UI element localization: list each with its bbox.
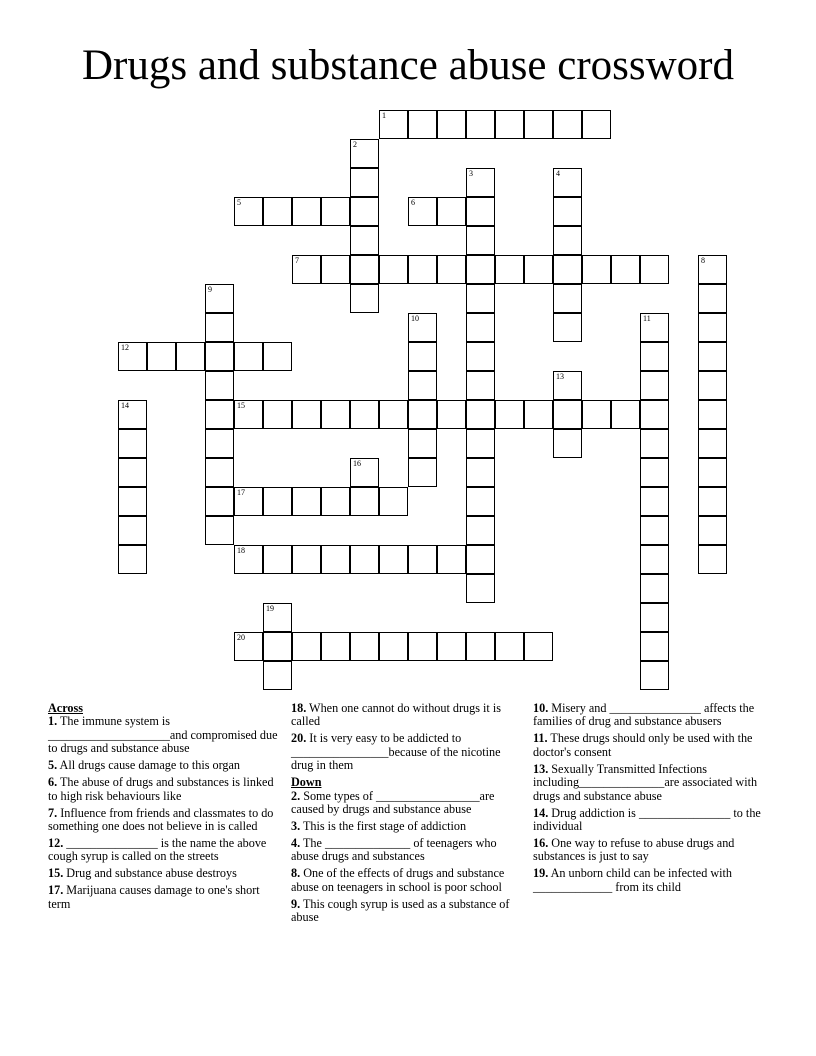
clue-number: 18. — [291, 701, 307, 715]
grid-cell[interactable] — [466, 226, 495, 255]
grid-cell[interactable] — [234, 342, 263, 371]
grid-cell[interactable] — [350, 226, 379, 255]
grid-cell[interactable] — [350, 168, 379, 197]
grid-cell[interactable] — [176, 342, 205, 371]
cell-number: 1 — [382, 111, 386, 120]
grid-cell[interactable] — [466, 313, 495, 342]
grid-cell[interactable] — [350, 400, 379, 429]
grid-cell[interactable] — [640, 545, 669, 574]
grid-cell[interactable] — [350, 255, 379, 284]
grid-cell[interactable] — [698, 516, 727, 545]
grid-cell[interactable] — [553, 168, 582, 197]
grid-cell[interactable] — [321, 545, 350, 574]
grid-cell[interactable] — [698, 284, 727, 313]
grid-cell[interactable] — [640, 400, 669, 429]
clue-text: All drugs cause damage to this organ — [57, 758, 241, 773]
grid-cell[interactable] — [437, 197, 466, 226]
clue-number: 4. — [291, 836, 301, 851]
grid-cell[interactable] — [379, 255, 408, 284]
grid-cell[interactable] — [350, 545, 379, 574]
grid-cell[interactable] — [350, 197, 379, 226]
clue-text: One of the effects of drugs and substance abuse on teenagers in school is poor school — [291, 866, 508, 894]
grid-cell[interactable] — [321, 400, 350, 429]
grid-cell[interactable] — [640, 458, 669, 487]
grid-cell[interactable] — [118, 516, 147, 545]
clue-text: Influence from friends and classmates to do something one does not believe in is called — [48, 805, 277, 834]
clue-text: Sexually Transmitted Infections including______________are associated with drugs and substance abuse — [533, 761, 761, 803]
clue-list-down-2 — [533, 702, 767, 894]
grid-cell[interactable] — [321, 197, 350, 226]
clue-text: The ______________ of teenagers who abuse drugs and substances — [291, 836, 500, 864]
grid-cell[interactable] — [495, 110, 524, 139]
clue-text: These drugs should only be used with the doctor's consent — [533, 731, 756, 759]
grid-cell[interactable] — [466, 429, 495, 458]
clue-item — [291, 837, 525, 864]
grid-cell[interactable] — [582, 255, 611, 284]
grid-cell[interactable] — [466, 400, 495, 429]
grid-cell[interactable] — [640, 603, 669, 632]
grid-cell[interactable] — [466, 632, 495, 661]
clue-item — [533, 702, 767, 729]
grid-cell[interactable] — [234, 197, 263, 226]
clue-number: 16. — [533, 836, 549, 851]
grid-cell[interactable] — [408, 197, 437, 226]
clue-item — [48, 807, 282, 834]
cell-number: 13 — [556, 372, 564, 381]
cell-number: 2 — [353, 140, 357, 149]
grid-cell[interactable] — [292, 487, 321, 516]
grid-cell[interactable] — [698, 545, 727, 574]
grid-cell[interactable] — [147, 342, 176, 371]
grid-cell[interactable] — [379, 487, 408, 516]
grid-cell[interactable] — [640, 342, 669, 371]
clue-text: This cough syrup is used as a substance of abuse — [291, 896, 513, 925]
clue-text: _______________ is the name the above cough syrup is called on the streets — [48, 836, 270, 864]
grid-cell[interactable] — [466, 545, 495, 574]
grid-cell[interactable] — [118, 487, 147, 516]
cell-number: 20 — [237, 633, 245, 642]
grid-cell[interactable] — [408, 429, 437, 458]
cell-number: 3 — [469, 169, 473, 178]
grid-cell[interactable] — [640, 371, 669, 400]
clue-text: This is the first stage of addiction — [300, 819, 467, 834]
across-heading: Across — [48, 701, 83, 715]
grid-cell[interactable] — [640, 574, 669, 603]
grid-cell[interactable] — [350, 632, 379, 661]
grid-cell[interactable] — [553, 429, 582, 458]
grid-cell[interactable] — [408, 632, 437, 661]
down-heading: Down — [291, 775, 322, 790]
clue-list-down-1 — [291, 790, 525, 925]
grid-cell[interactable] — [553, 371, 582, 400]
clue-text: Drug and substance abuse destroys — [63, 866, 237, 881]
cell-number: 14 — [121, 401, 129, 410]
grid-cell[interactable] — [292, 632, 321, 661]
grid-cell[interactable] — [205, 400, 234, 429]
clue-number: 20. — [291, 731, 307, 746]
grid-cell[interactable] — [263, 545, 292, 574]
grid-cell[interactable] — [379, 545, 408, 574]
grid-cell[interactable] — [205, 371, 234, 400]
cell-number: 19 — [266, 604, 274, 613]
clue-text: Drug addiction is _______________ to the individual — [533, 805, 764, 834]
grid-cell[interactable] — [466, 458, 495, 487]
clue-item — [533, 732, 767, 759]
cell-number: 8 — [701, 256, 705, 265]
clue-item — [533, 807, 767, 834]
grid-cell[interactable] — [263, 400, 292, 429]
cell-number: 18 — [237, 546, 245, 555]
grid-cell[interactable] — [321, 255, 350, 284]
grid-cell[interactable] — [292, 400, 321, 429]
grid-cell[interactable] — [698, 313, 727, 342]
clue-number: 6. — [48, 775, 58, 790]
grid-cell[interactable] — [524, 255, 553, 284]
grid-cell[interactable] — [350, 139, 379, 168]
grid-cell[interactable] — [205, 487, 234, 516]
grid-cell[interactable] — [205, 458, 234, 487]
grid-cell[interactable] — [524, 110, 553, 139]
grid-cell[interactable] — [408, 371, 437, 400]
clue-text: Misery and _______________ affects the families of drug and substance abusers — [533, 701, 758, 729]
grid-cell[interactable] — [379, 400, 408, 429]
grid-cell[interactable] — [495, 400, 524, 429]
clue-text: It is very easy to be addicted to ________________because of the nicotine drug in them — [291, 731, 504, 773]
grid-cell[interactable] — [553, 284, 582, 313]
clues-column-1 — [48, 702, 282, 915]
grid-cell[interactable] — [263, 661, 292, 690]
cell-number: 17 — [237, 488, 245, 497]
grid-cell[interactable] — [321, 632, 350, 661]
cell-number: 7 — [295, 256, 299, 265]
page-title: Drugs and substance abuse crossword — [81, 42, 734, 89]
grid-cell[interactable] — [611, 400, 640, 429]
grid-cell[interactable] — [205, 516, 234, 545]
clue-number: 12. — [48, 836, 64, 851]
grid-cell[interactable] — [495, 632, 524, 661]
grid-cell[interactable] — [698, 400, 727, 429]
grid-cell[interactable] — [118, 429, 147, 458]
clue-number: 15. — [48, 866, 64, 881]
cell-number: 12 — [121, 343, 129, 352]
grid-cell[interactable] — [205, 313, 234, 342]
grid-cell[interactable] — [698, 371, 727, 400]
grid-cell[interactable] — [582, 400, 611, 429]
grid-cell[interactable] — [292, 255, 321, 284]
grid-cell[interactable] — [553, 313, 582, 342]
grid-cell[interactable] — [437, 632, 466, 661]
clue-number: 5. — [48, 758, 58, 773]
grid-cell[interactable] — [234, 545, 263, 574]
clue-item — [533, 837, 767, 864]
grid-cell[interactable] — [379, 632, 408, 661]
grid-cell[interactable] — [234, 487, 263, 516]
clues-column-3 — [533, 702, 767, 898]
clue-text: Marijuana causes damage to one's short term — [48, 883, 263, 911]
grid-cell[interactable] — [524, 632, 553, 661]
grid-cell[interactable] — [234, 400, 263, 429]
grid-cell[interactable] — [350, 284, 379, 313]
grid-cell[interactable] — [408, 400, 437, 429]
grid-cell[interactable] — [437, 400, 466, 429]
grid-cell[interactable] — [350, 458, 379, 487]
grid-cell[interactable] — [118, 400, 147, 429]
grid-cell[interactable] — [408, 255, 437, 284]
grid-cell[interactable] — [611, 255, 640, 284]
grid-cell[interactable] — [466, 574, 495, 603]
cell-number: 4 — [556, 169, 560, 178]
grid-cell[interactable] — [466, 487, 495, 516]
clue-text: An unborn child can be infected with _____________ from its child — [533, 866, 736, 894]
clue-number: 3. — [291, 819, 301, 834]
grid-cell[interactable] — [350, 487, 379, 516]
grid-cell[interactable] — [118, 342, 147, 371]
clue-number: 14. — [533, 805, 549, 820]
grid-cell[interactable] — [263, 487, 292, 516]
grid-cell[interactable] — [408, 545, 437, 574]
clue-list-across-2 — [291, 702, 525, 773]
clue-item — [533, 867, 767, 894]
grid-cell[interactable] — [408, 342, 437, 371]
grid-cell[interactable] — [698, 429, 727, 458]
grid-cell[interactable] — [292, 197, 321, 226]
grid-cell[interactable] — [582, 110, 611, 139]
clue-text: One way to refuse to abuse drugs and substances is just to say — [533, 836, 738, 864]
cell-number: 10 — [411, 314, 419, 323]
grid-cell[interactable] — [408, 458, 437, 487]
grid-cell[interactable] — [263, 632, 292, 661]
grid-cell[interactable] — [234, 632, 263, 661]
grid-cell[interactable] — [640, 255, 669, 284]
grid-cell[interactable] — [118, 458, 147, 487]
grid-cell[interactable] — [118, 545, 147, 574]
grid-cell[interactable] — [640, 487, 669, 516]
cell-number: 11 — [643, 314, 651, 323]
grid-cell[interactable] — [495, 255, 524, 284]
grid-cell[interactable] — [698, 342, 727, 371]
grid-cell[interactable] — [263, 197, 292, 226]
clue-number: 13. — [533, 761, 549, 776]
clue-list-across-1 — [48, 715, 282, 911]
clue-item — [291, 867, 525, 894]
grid-cell[interactable] — [640, 661, 669, 690]
grid-cell[interactable] — [205, 284, 234, 313]
clue-item — [291, 820, 525, 833]
clue-number: 11. — [533, 731, 548, 746]
grid-cell[interactable] — [640, 516, 669, 545]
grid-cell[interactable] — [263, 342, 292, 371]
clue-number: 8. — [291, 866, 301, 881]
clue-text: Some types of _________________are caused by drugs and substance abuse — [291, 788, 498, 817]
grid-cell[interactable] — [437, 255, 466, 284]
cell-number: 6 — [411, 198, 415, 207]
clue-item — [291, 732, 525, 772]
grid-cell[interactable] — [321, 487, 350, 516]
clue-item — [48, 884, 282, 911]
clue-number: 19. — [533, 866, 549, 881]
clue-number: 9. — [291, 896, 301, 911]
grid-cell[interactable] — [698, 487, 727, 516]
grid-cell[interactable] — [640, 429, 669, 458]
grid-cell[interactable] — [437, 110, 466, 139]
grid-cell[interactable] — [263, 603, 292, 632]
grid-cell[interactable] — [466, 197, 495, 226]
clue-text: The immune system is ____________________and compromised due to drugs and substance abuse — [48, 714, 281, 756]
grid-cell[interactable] — [553, 400, 582, 429]
grid-cell[interactable] — [466, 371, 495, 400]
clue-number: 7. — [48, 805, 58, 820]
clue-item — [48, 837, 282, 864]
grid-cell[interactable] — [408, 313, 437, 342]
grid-cell[interactable] — [466, 168, 495, 197]
clue-item — [291, 898, 525, 925]
grid-cell[interactable] — [524, 400, 553, 429]
grid-cell[interactable] — [466, 255, 495, 284]
grid-cell[interactable] — [379, 110, 408, 139]
grid-cell[interactable] — [698, 458, 727, 487]
clue-item — [48, 776, 282, 803]
clue-number: 2. — [291, 788, 301, 803]
grid-cell[interactable] — [553, 110, 582, 139]
cell-number: 9 — [208, 285, 212, 294]
clue-item — [48, 759, 282, 772]
grid-cell[interactable] — [205, 429, 234, 458]
clue-item — [48, 867, 282, 880]
grid-cell[interactable] — [466, 110, 495, 139]
clue-item — [291, 702, 525, 729]
grid-cell[interactable] — [466, 342, 495, 371]
grid-cell[interactable] — [292, 545, 321, 574]
cell-number: 15 — [237, 401, 245, 410]
cell-number: 5 — [237, 198, 241, 207]
grid-cell[interactable] — [466, 284, 495, 313]
clue-text: When one cannot do without drugs it is called — [291, 701, 505, 729]
clue-number: 17. — [48, 883, 64, 898]
grid-cell[interactable] — [640, 632, 669, 661]
clue-number: 10. — [533, 701, 549, 715]
grid-cell[interactable] — [437, 545, 466, 574]
grid-cell[interactable] — [205, 342, 234, 371]
clue-text: The abuse of drugs and substances is linked to high risk behaviours like — [48, 775, 277, 803]
clue-item — [291, 790, 525, 817]
grid-cell[interactable] — [698, 255, 727, 284]
grid-cell[interactable] — [553, 197, 582, 226]
grid-cell[interactable] — [408, 110, 437, 139]
clue-item — [533, 763, 767, 803]
grid-cell[interactable] — [553, 255, 582, 284]
grid-cell[interactable] — [640, 313, 669, 342]
grid-cell[interactable] — [466, 516, 495, 545]
clues-column-2 — [291, 702, 525, 928]
clue-item — [48, 715, 282, 755]
clue-number: 1. — [48, 714, 58, 729]
cell-number: 16 — [353, 459, 361, 468]
grid-cell[interactable] — [553, 226, 582, 255]
